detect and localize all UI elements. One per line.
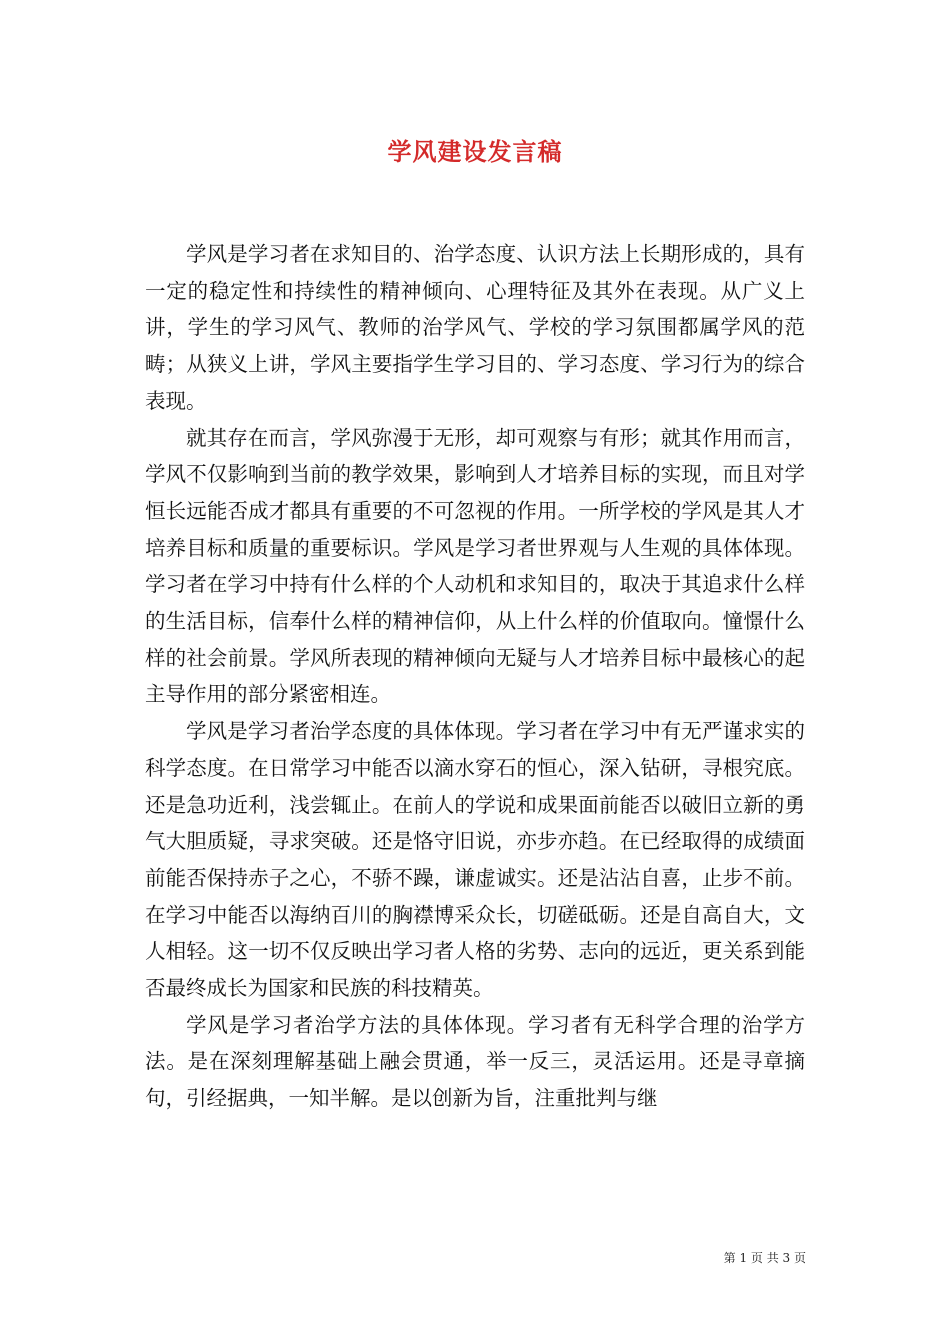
paragraph-2: 就其存在而言，学风弥漫于无形，却可观察与有形；就其作用而言，学风不仅影响到当前的教学效果，影响到人才培养目标的实现，而且对学恒长远能否成才都具有重要的不可忽视的作用。一所学校的学风是其人才培养目标和质量的重要标识。学风是学习者世界观与人生观的具体体现。学习者在学习中持有什么样的个人动机和求知目的，取决于其追求什么样的生活目标，信奉什么样的精神信仰，从上什么样的价值取向。憧憬什么样的社会前景。学风所表现的精神倾向无疑与人才培养目标中最核心的起主导作用的部分紧密相连。 <box>145 425 805 707</box>
page-number-footer: 第 1 页 共 3 页 <box>723 1251 806 1265</box>
document-title: 学风建设发言稿 <box>387 137 563 166</box>
paragraph-1: 学风是学习者在求知目的、治学态度、认识方法上长期形成的，具有一定的稳定性和持续性的精神倾向、心理特征及其外在表现。从广义上讲，学生的学习风气、教师的治学风气、学校的学习氛围都属学风的范畴；从狭义上讲，学风主要指学生学习目的、学习态度、学习行为的综合表现。 <box>145 242 805 413</box>
paragraph-3: 学风是学习者治学态度的具体体现。学习者在学习中有无严谨求实的科学态度。在日常学习中能否以滴水穿石的恒心，深入钻研，寻根究底。还是急功近利，浅尝辄止。在前人的学说和成果面前能否以破旧立新的勇气大胆质疑，寻求突破。还是恪守旧说，亦步亦趋。在已经取得的成绩面前能否保持赤子之心，不骄不躁，谦虚诚实。还是沾沾自喜，止步不前。在学习中能否以海纳百川的胸襟博采众长，切磋砥砺。还是自高自大，文人相轻。这一切不仅反映出学习者人格的劣势、志向的远近，更关系到能否最终成长为国家和民族的科技精英。 <box>145 719 805 1001</box>
paragraph-4: 学风是学习者治学方法的具体体现。学习者有无科学合理的治学方法。是在深刻理解基础上融会贯通，举一反三，灵活运用。还是寻章摘句，引经据典，一知半解。是以创新为旨，注重批判与继 <box>145 1012 805 1111</box>
document-body <box>145 236 805 1117</box>
